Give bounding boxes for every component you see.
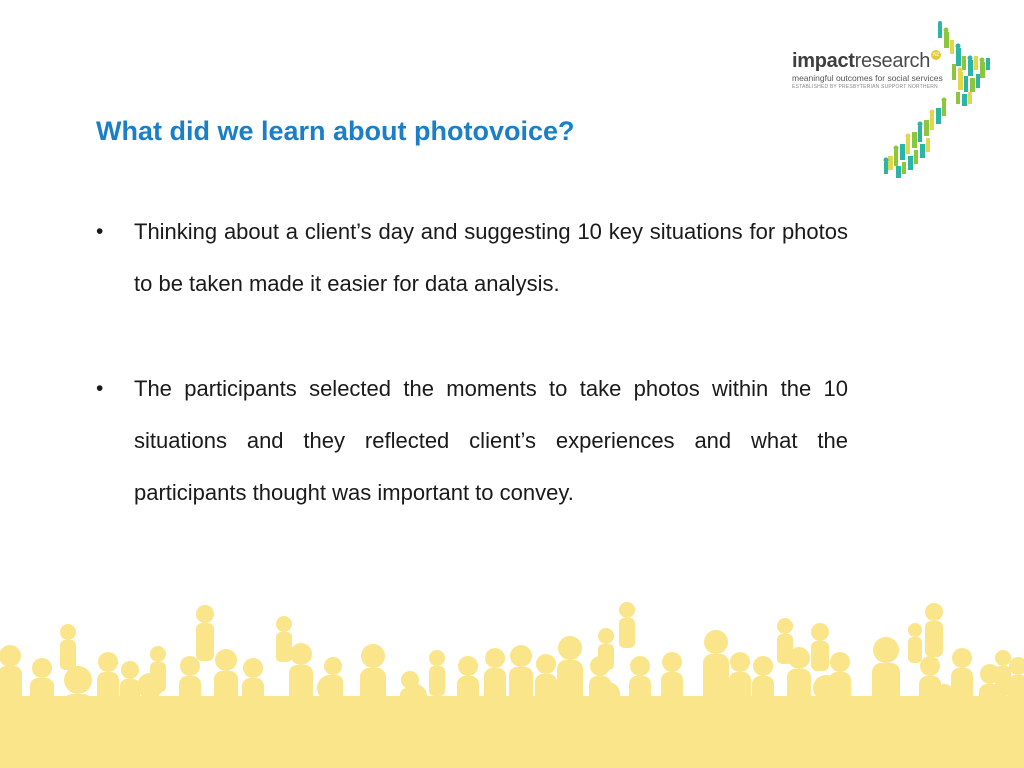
logo-subline: ESTABLISHED BY PRESBYTERIAN SUPPORT NORTHERN [792, 84, 938, 90]
slide-title: What did we learn about photovoice? [96, 116, 575, 146]
impact-research-logo [792, 20, 1012, 180]
bullet-list [96, 206, 848, 572]
nz-badge: NZ [933, 52, 940, 58]
new-zealand-map-icon [880, 20, 1000, 180]
bullet-marker: • [96, 220, 104, 243]
bullet-text: Thinking about a client’s day and suggesting 10 key situations for photos to be taken made it easier for data analysis. [134, 219, 848, 296]
bullet-marker: • [96, 377, 104, 400]
bullet-item [96, 363, 848, 519]
logo-brand-bold: impact [792, 50, 855, 72]
people-crowd-silhouette [0, 596, 1024, 768]
bullet-text: The participants selected the moments to take photos within the 10 situations and they reflected client’s experiences and what the participants thought was important to convey. [134, 376, 848, 505]
logo-text [792, 50, 952, 90]
logo-tagline: meaningful outcomes for social services [792, 73, 943, 83]
logo-brand [792, 50, 952, 72]
logo-brand-light: research [854, 50, 931, 72]
bullet-item [96, 206, 848, 310]
